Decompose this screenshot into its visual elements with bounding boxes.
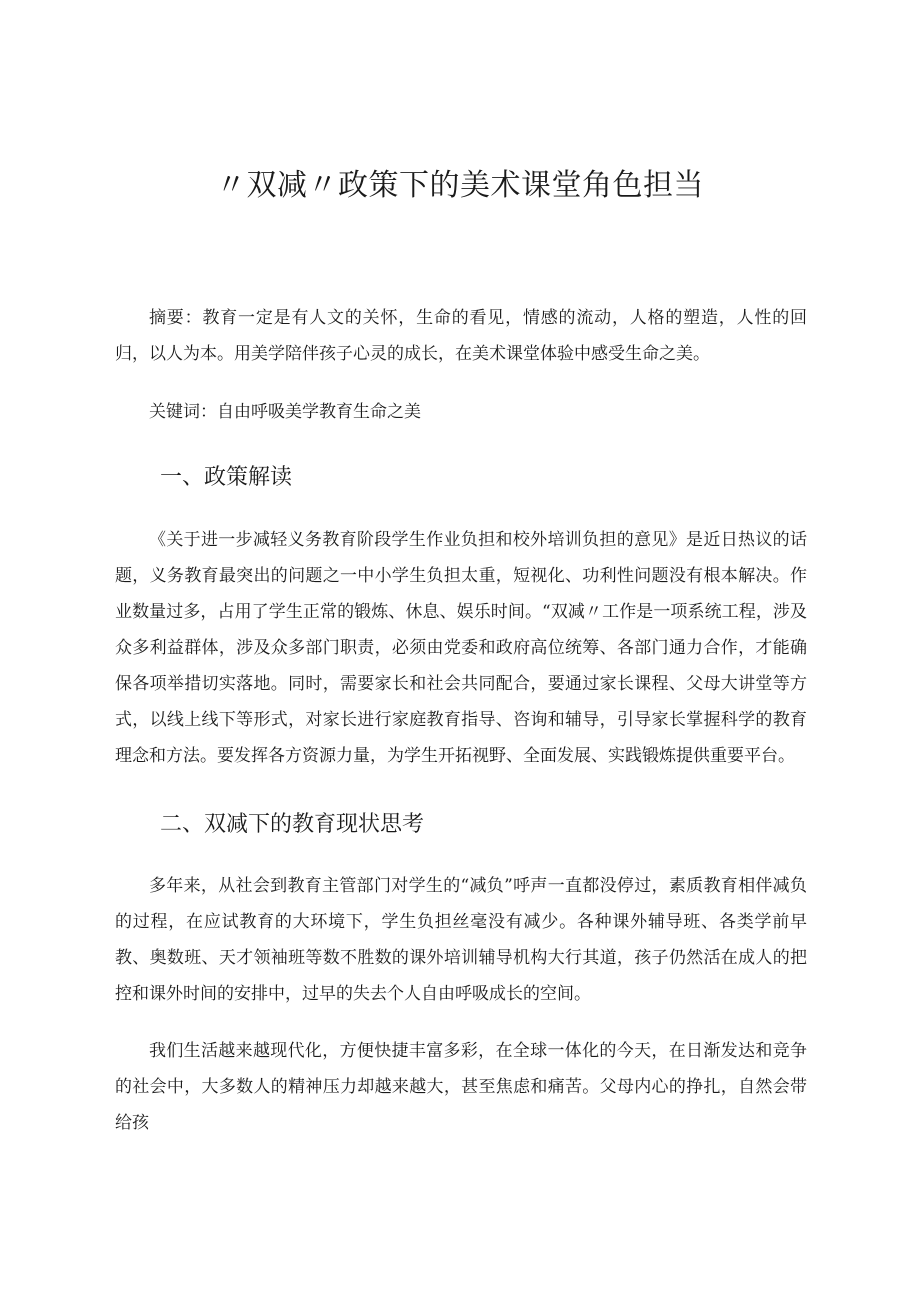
section-heading-status: 二、双减下的教育现状思考 [160,812,425,837]
keywords-line: 关键词：自由呼吸美学教育生命之美 [149,402,421,422]
section-paragraph-status-1: 多年来，从社会到教育主管部门对学生的“减负”呼声一直都没停过，素质教育相伴减负的过程，在应试教育的大环境下，学生负担丝毫没有减少。各种课外辅导班、各类学前早教、奥数班、天才领袖班等数不胜数的课外培训辅导机构大行其道，孩子仍然活在成人的把控和课外时间的安排中，过早的失去个人自由呼吸成长的空间。 [115,876,807,1004]
section-heading-policy: 一、政策解读 [160,465,293,490]
section-paragraph-policy: 《关于进一步减轻义务教育阶段学生作业负担和校外培训负担的意见》是近日热议的话题，义务教育最突出的问题之一中小学生负担太重，短视化、功利性问题没有根本解决。作业数量过多，占用了学生正常的锻炼、休息、娱乐时间。“双减〃工作是一项系统工程，涉及众多利益群体，涉及众多部门职责，必须由党委和政府高位统筹、各部门通力合作，才能确保各项举措切实落地。同时，需要家长和社会共同配合，要通过家长课程、父母大讲堂等方式，以线上线下等形式，对家长进行家庭教育指导、咨询和辅导，引导家长掌握科学的教育理念和方法。要发挥各方资源力量，为学生开拓视野、全面发展、实践锻炼提供重要平台。 [115,530,807,766]
document-title: 〃双减〃政策下的美术课堂角色担当 [216,168,704,203]
abstract-paragraph: 摘要：教育一定是有人文的关怀，生命的看见，情感的流动，人格的塑造，人性的回归，以人为本。用美学陪伴孩子心灵的成长，在美术课堂体验中感受生命之美。 [115,308,807,364]
section-paragraph-status-2: 我们生活越来越现代化，方便快捷丰富多彩，在全球一体化的今天，在日渐发达和竞争的社会中，大多数人的精神压力却越来越大，甚至焦虑和痛苦。父母内心的挣扎，自然会带给孩 [115,1041,807,1133]
